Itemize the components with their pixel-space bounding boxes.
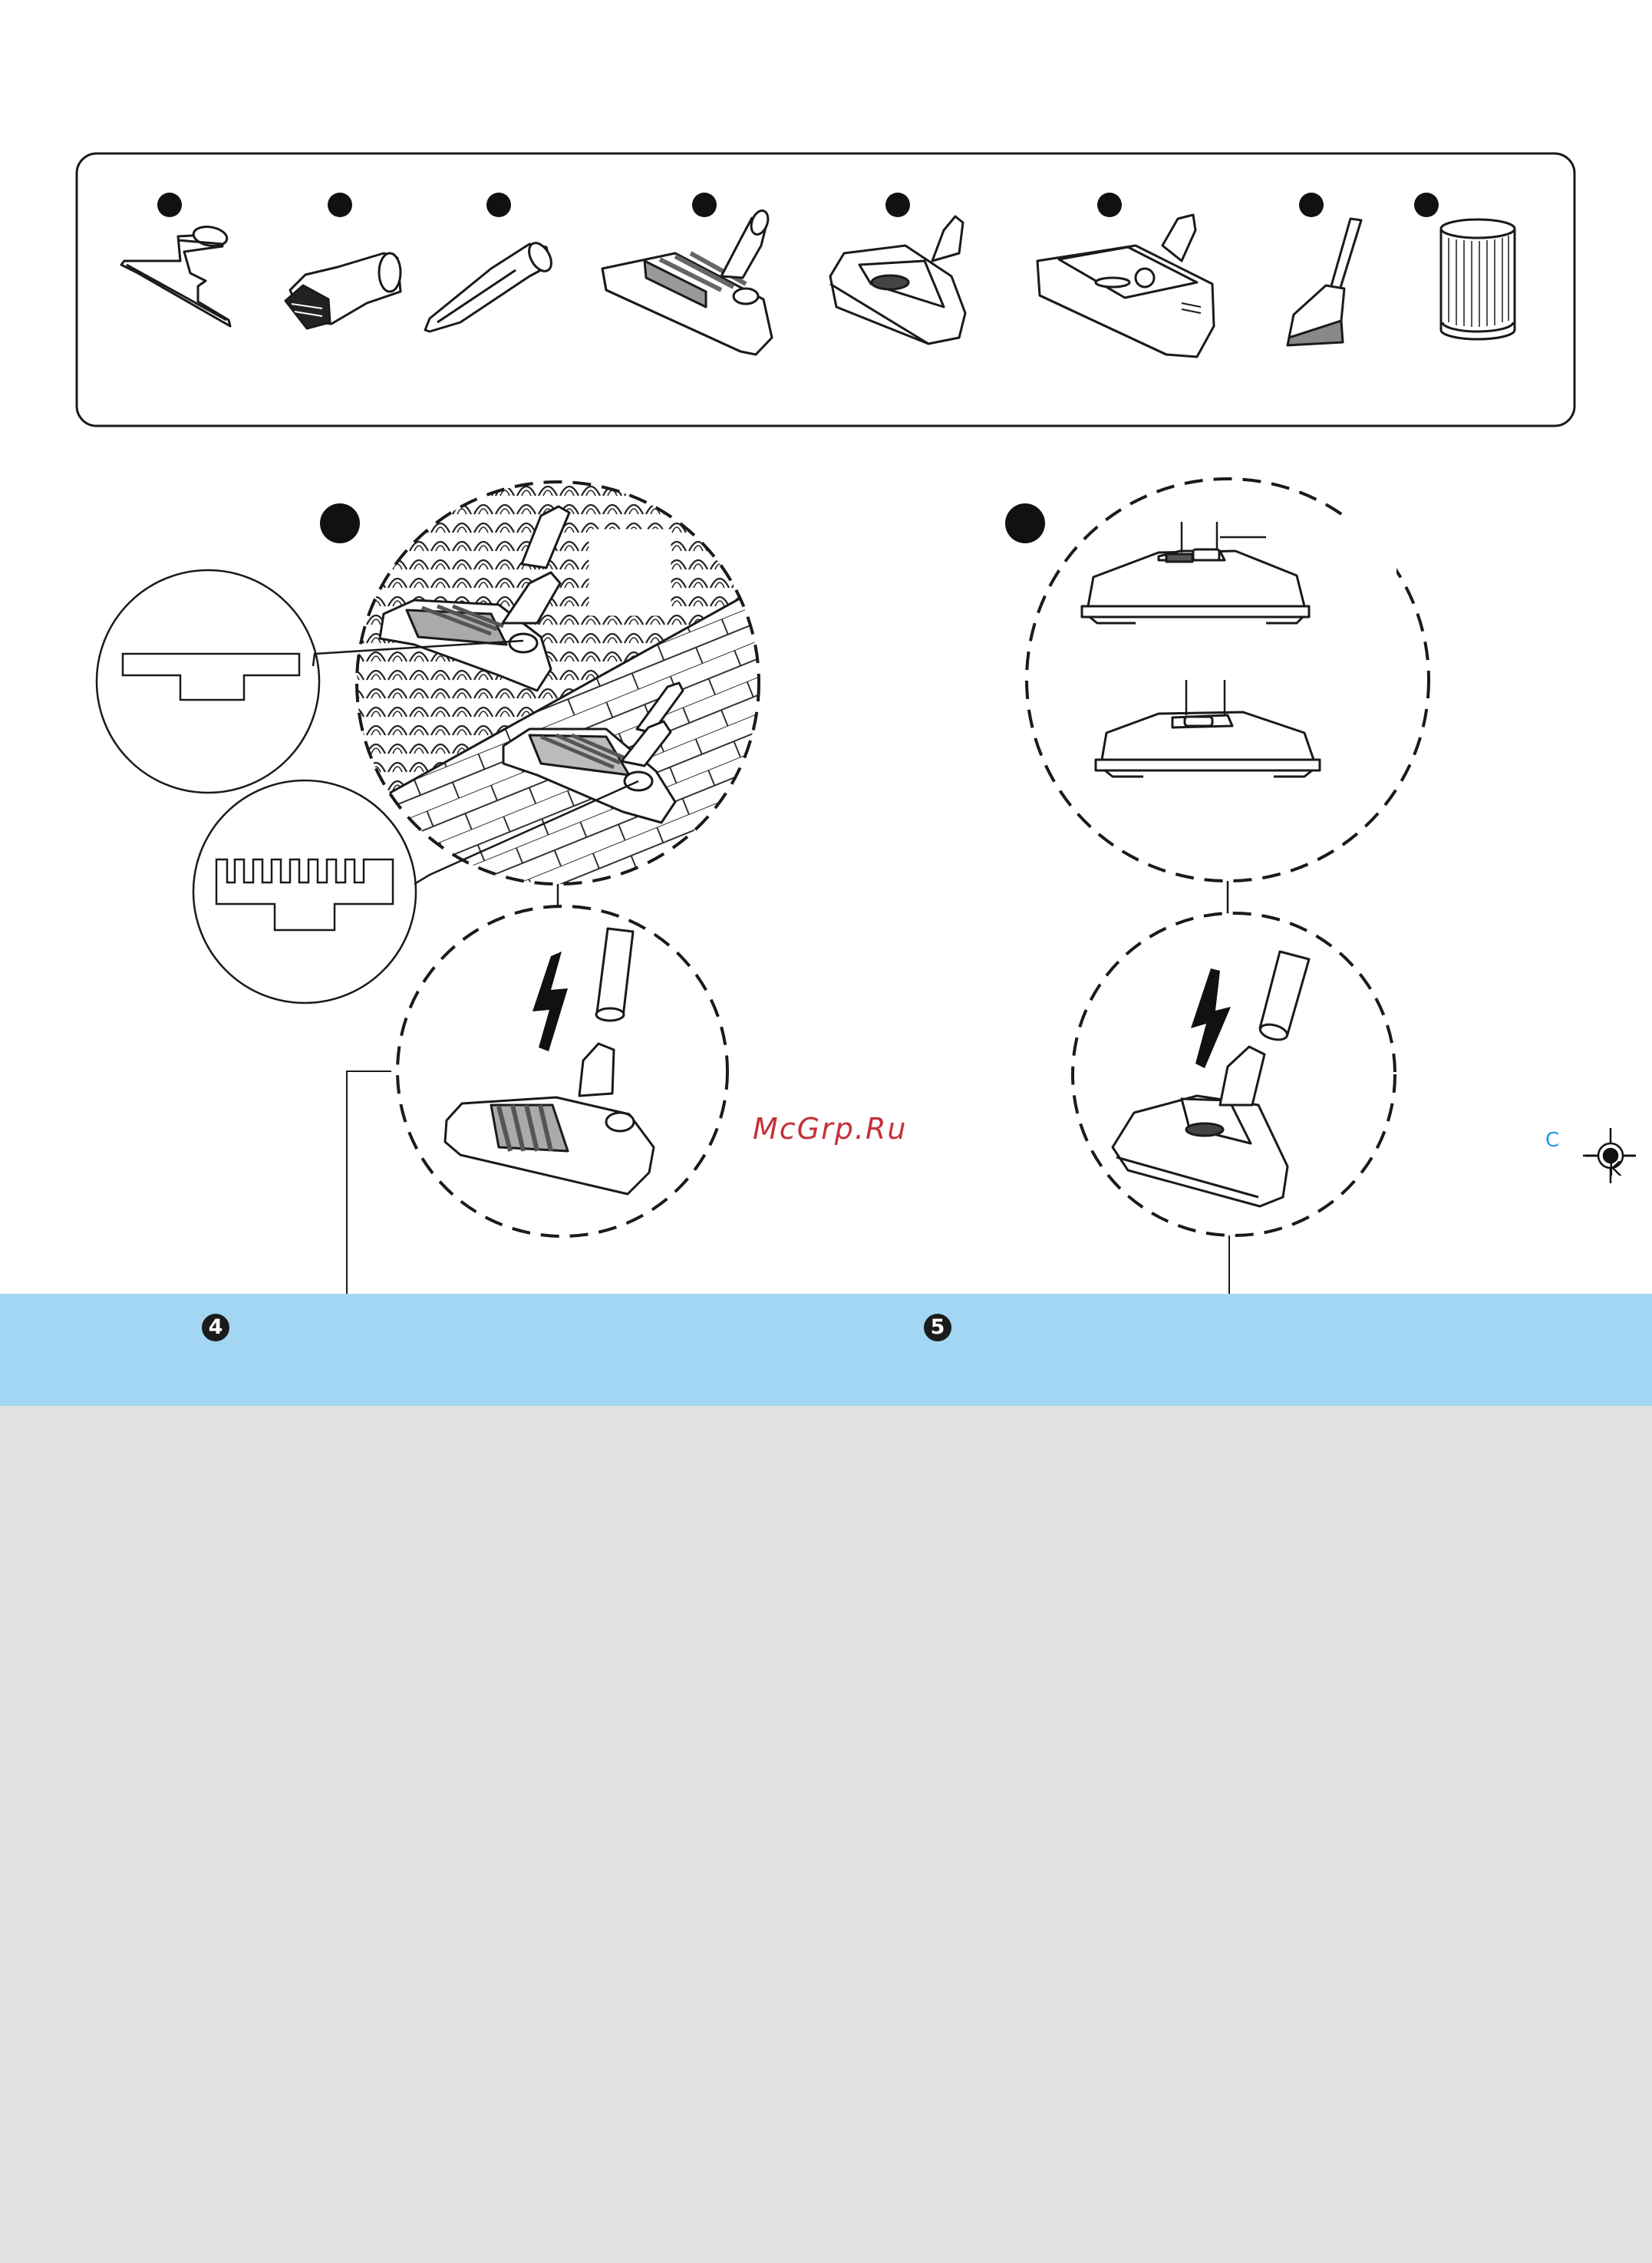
- registration-k-label: K: [1608, 1158, 1622, 1181]
- accessory-marker-1: [157, 193, 182, 217]
- accessory-marker-4: [692, 193, 717, 217]
- turbo-brush-icon: [1037, 215, 1214, 357]
- figure-4-marker: [320, 503, 360, 543]
- upholstery-nozzle-icon: [121, 224, 230, 326]
- section-5-bullet: 5: [924, 1314, 951, 1341]
- section-4-bullet: 4: [202, 1314, 229, 1341]
- accessory-marker-7: [1299, 193, 1324, 217]
- accessory-marker-8: [1414, 193, 1439, 217]
- small-brush-icon: [1288, 219, 1361, 345]
- dusting-brush-icon: [285, 253, 401, 328]
- parquet-nozzle-icon: [830, 216, 965, 344]
- instruction-band: [0, 1294, 1652, 1406]
- accessory-marker-5: [885, 193, 910, 217]
- accessory-markers: [157, 193, 1439, 217]
- crevice-tool-icon: [425, 239, 556, 332]
- combination-floor-nozzle-icon: [602, 209, 772, 355]
- filter-cartridge-icon: [1441, 219, 1515, 339]
- carpet-floor-scene: [353, 476, 767, 890]
- accessory-marker-2: [328, 193, 352, 217]
- figure-4-attach-circle: [397, 906, 727, 1236]
- accessory-marker-6: [1097, 193, 1122, 217]
- registration-c-label: C: [1545, 1129, 1560, 1152]
- watermark-text: McGrp.Ru: [753, 1112, 908, 1146]
- footer-grey-area: [0, 1406, 1652, 2263]
- figure-5-marker: [1005, 503, 1045, 543]
- accessory-marker-3: [486, 193, 511, 217]
